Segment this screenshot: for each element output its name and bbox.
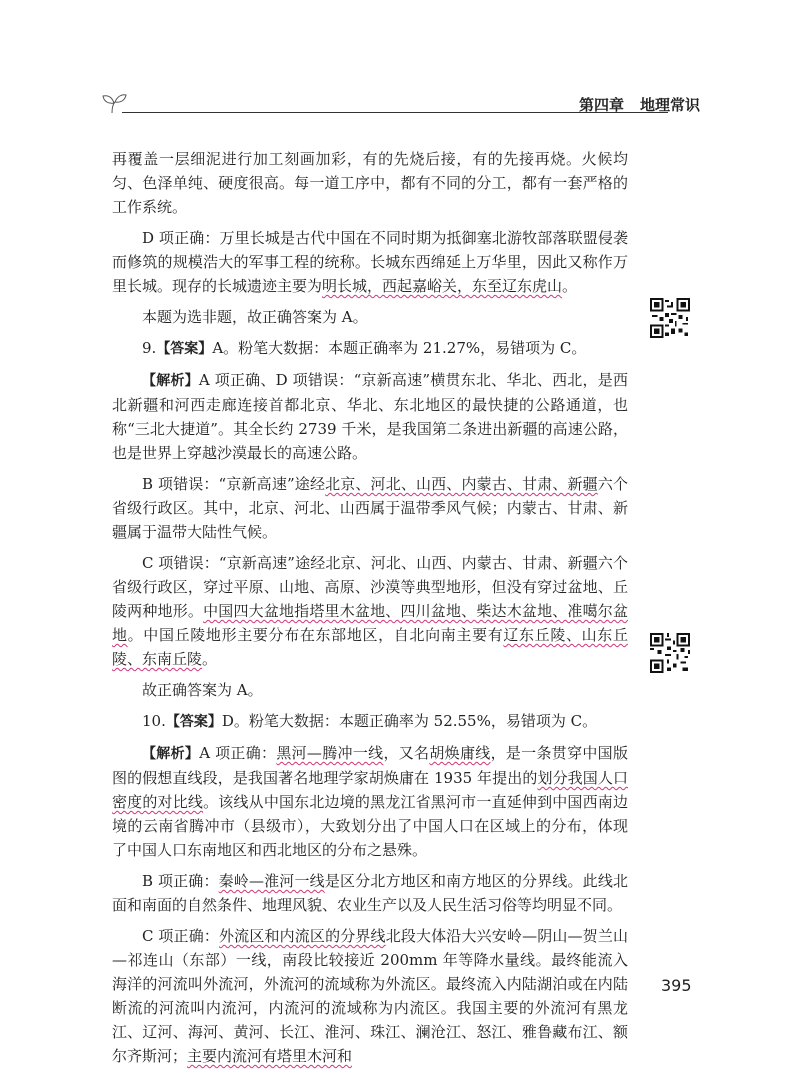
analysis-9	[112, 368, 628, 465]
paragraph	[112, 551, 628, 671]
page-header	[100, 90, 700, 130]
underlined-text: 北京、河北、山西、内蒙古、甘肃、新疆	[325, 475, 598, 493]
paragraph-text: 本题为选非题，故正确答案为 A。	[142, 308, 368, 326]
paragraph	[112, 305, 628, 329]
underlined-text: 划分我国人口密度的对比线	[112, 769, 628, 811]
paragraph-text: B 项正确：	[142, 872, 219, 890]
chapter-heading	[579, 94, 700, 115]
page-body	[112, 147, 628, 1075]
paragraph-text: 。	[562, 277, 578, 295]
paragraph-text: 。该线从中国东北边境的黑龙江省黑河市一直延伸到中国西南边境的云南省腾冲市（县级市），大致划分出了中国人口在区域上的分布，体现了中国人口东南地区和西北地区的分布之悬殊。	[112, 793, 628, 859]
paragraph-text: ，是一条贯穿中国版图的假想直线段，是我国著名地理学家胡焕庸在 1935 年提出的	[112, 744, 628, 787]
underlined-text: 外流区和内流区的分界线	[219, 927, 386, 945]
paragraph-text: 故正确答案为 A。	[142, 681, 263, 699]
underlined-text: 明长城，西起嘉峪关，东至辽东虎山	[322, 277, 563, 295]
paragraph	[112, 472, 628, 544]
underlined-text: 秦岭—淮河一线	[218, 872, 325, 890]
analysis-tag: 【解析】	[142, 746, 200, 762]
paragraph-text: D 项正确：万里长城是古代中国在不同时期为抵御塞北游牧部落联盟侵袭而修筑的规模浩大的军事工程的统称。长城东西绵延上万华里，因此又称作万里长城。现存的长城遗迹主要为	[112, 229, 628, 295]
paragraph	[112, 924, 628, 1068]
question-number: 10.	[142, 712, 166, 730]
underlined-text: 中国四大盆地指塔里木盆地、四川盆地、柴达木盆地、准噶尔盆地	[112, 602, 628, 644]
paragraph-text: A 项正确：	[199, 744, 277, 762]
page-number: 395	[661, 976, 692, 995]
paragraph	[112, 869, 628, 917]
paragraph-text: 北段大体沿大兴安岭—阴山—贺兰山—祁连山（东部）一线，南段比较接近 200mm 年等降水量线。最终能流入海洋的河流叫外流河，外流河的流域称为外流区。最终流入内陆湖泊或在内陆断流的河流叫内流河，内流河的流域称为内流区。我国主要的外流河有黑龙江、辽河、海河、黄河、长江、淮河、珠江、澜沧江、怒江、雅鲁藏布江、额尔齐斯河；	[112, 927, 628, 1065]
paragraph-text: B 项错误：“京新高速”途经	[142, 475, 326, 493]
paragraph	[112, 147, 628, 219]
answer-line-10	[112, 709, 628, 734]
paragraph-text: ，又名	[383, 744, 430, 762]
paragraph-text: A 项正确、D 项错误：“京新高速”横贯东北、华北、西北，是西北新疆和河西走廊连接首都北京、华北、东北地区的最快捷的公路通道，也称“三北大捷道”。其全长约 2739 千米，是我国第二条进出新疆的高速公路，也是世界上穿越沙漠最长的高速公路。	[112, 371, 628, 462]
qr-code-icon[interactable]	[650, 298, 690, 338]
underlined-text: 黑河—腾冲一线	[276, 744, 384, 762]
analysis-tag: 【解析】	[142, 373, 199, 389]
chapter-number: 第四章	[578, 96, 624, 114]
paragraph-text: 六个省级行政区。其中，北京、河北、山西属于温带季风气候；内蒙古、甘肃、新疆属于温带大陆性气候。	[112, 475, 628, 541]
paragraph	[112, 678, 628, 702]
paragraph	[112, 226, 628, 298]
chapter-title: 地理常识	[639, 96, 700, 114]
paragraph-text: C 项错误：“京新高速”途经北京、河北、山西、内蒙古、甘肃、新疆六个省级行政区，穿过平原、山地、高原、沙漠等典型地形，但没有穿过盆地、丘陵两种地形。	[112, 554, 628, 620]
answer-line-9	[112, 336, 628, 361]
question-number: 9.	[142, 339, 157, 357]
answer-text: A。粉笔大数据：本题正确率为 21.27%，易错项为 C。	[212, 339, 587, 357]
answer-tag: 【答案】	[165, 714, 222, 730]
underlined-text: 辽东丘陵、山东丘陵、东南丘陵	[112, 626, 628, 668]
paragraph-text: 。	[202, 650, 218, 668]
sprout-icon	[100, 90, 130, 120]
paragraph-text: C 项正确：	[142, 927, 220, 945]
answer-tag: 【答案】	[156, 341, 213, 357]
paragraph-text: 。中国丘陵地形主要分布在东部地区，自北向南主要有	[127, 626, 504, 644]
answer-text: D。粉笔大数据：本题正确率为 52.55%，易错项为 C。	[221, 712, 598, 730]
underlined-text: 胡焕庸线	[429, 744, 491, 762]
qr-code-icon[interactable]	[650, 633, 690, 673]
paragraph-text: 再覆盖一层细泥进行加工刻画加彩，有的先烧后接，有的先接再烧。火候均匀、色泽单纯、硬度很高。每一道工序中，都有不同的分工，都有一套严格的工作系统。	[112, 150, 628, 216]
paragraph-text: 是区分北方地区和南方地区的分界线。此线北面和南面的自然条件、地理风貌、农业生产以及人民生活习俗等均明显不同。	[112, 872, 628, 914]
analysis-10	[112, 741, 628, 862]
underlined-text: 主要内流河有塔里木河和	[187, 1047, 353, 1065]
